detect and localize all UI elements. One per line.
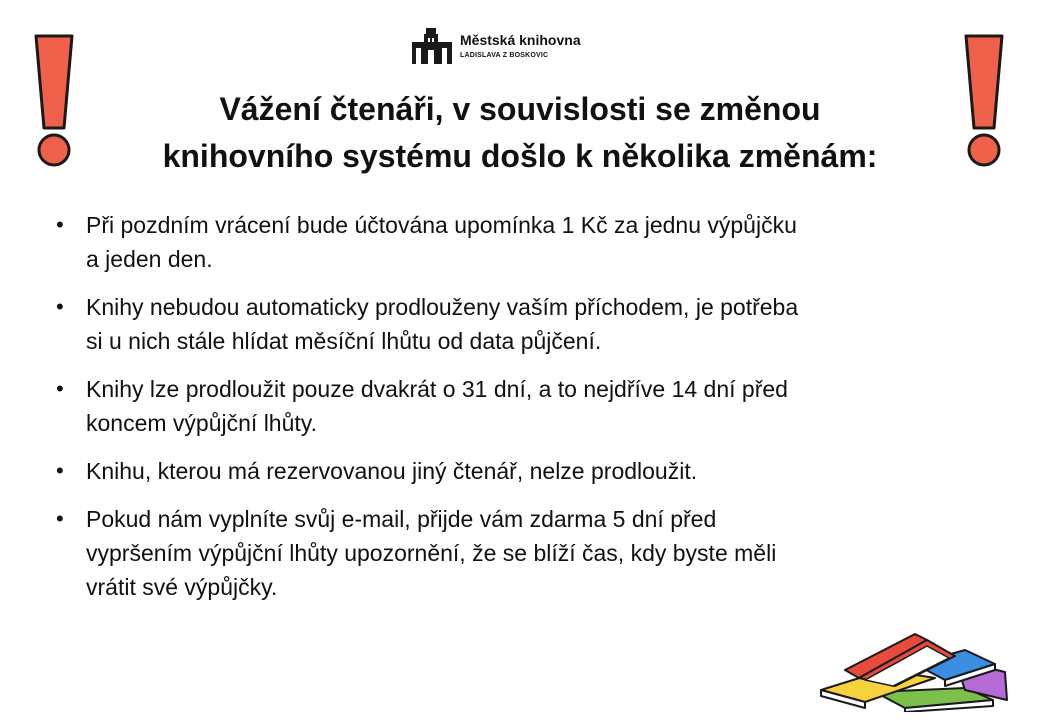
title-line-2: knihovního systému došlo k několika změnám:	[162, 138, 878, 174]
bullet-icon: •	[56, 212, 64, 237]
bullet-icon: •	[56, 506, 64, 531]
castle-gate-icon	[410, 26, 454, 64]
bullet-icon: •	[56, 294, 64, 319]
bullet-icon: •	[56, 458, 64, 483]
list-item: • Knihy lze prodloužit pouze dvakrát o 31 dní, a to nejdříve 14 dní před koncem výpůjční lhůty.	[52, 372, 992, 440]
bullet-icon: •	[56, 376, 64, 401]
library-name: Městská knihovna	[460, 32, 581, 48]
library-logo	[410, 26, 600, 66]
title-line-1: Vážení čtenáři, v souvislosti se změnou	[219, 91, 821, 127]
library-subtitle: LADISLAVA Z BOSKOVIC	[460, 52, 549, 59]
list-item: • Při pozdním vrácení bude účtována upomínka 1 Kč za jednu výpůjčku a jeden den.	[52, 208, 992, 276]
notice-list	[52, 208, 992, 618]
list-item: • Pokud nám vyplníte svůj e-mail, přijde vám zdarma 5 dní před vypršením výpůjční lhůty upozornění, že se blíží čas, kdy byste měli vrátit své výpůjčky.	[52, 502, 992, 604]
exclamation-left-icon	[28, 30, 80, 175]
list-item: • Knihy nebudou automaticky prodlouženy vaším příchodem, je potřeba si u nich stále hlídat měsíční lhůtu od data půjčení.	[52, 290, 992, 358]
page-title	[90, 86, 950, 180]
exclamation-right-icon	[958, 30, 1010, 175]
list-item: • Knihu, kterou má rezervovanou jiný čtenář, nelze prodloužit.	[52, 454, 992, 488]
book-stack-icon	[815, 630, 1015, 717]
